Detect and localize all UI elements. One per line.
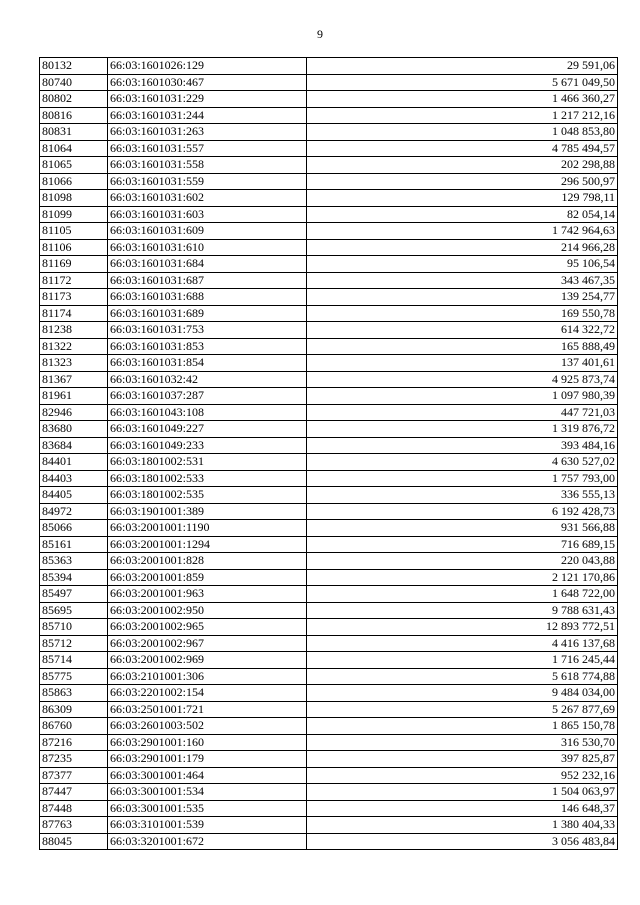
row-id: 80802 xyxy=(40,91,108,108)
cadastral-value: 1 380 404,33 xyxy=(307,817,618,834)
table-row xyxy=(40,536,618,553)
row-id: 81099 xyxy=(40,206,108,223)
cadastral-number: 66:03:3001001:464 xyxy=(108,767,307,784)
row-id: 80740 xyxy=(40,74,108,91)
cadastral-number: 66:03:3001001:534 xyxy=(108,784,307,801)
cadastral-number: 66:03:1601031:559 xyxy=(108,173,307,190)
cadastral-value: 165 888,49 xyxy=(307,338,618,355)
cadastral-value: 5 671 049,50 xyxy=(307,74,618,91)
row-id: 81323 xyxy=(40,355,108,372)
table-row xyxy=(40,140,618,157)
cadastral-number: 66:03:1601031:753 xyxy=(108,322,307,339)
table-row xyxy=(40,833,618,850)
row-id: 85394 xyxy=(40,569,108,586)
row-id: 87377 xyxy=(40,767,108,784)
row-id: 84401 xyxy=(40,454,108,471)
cadastral-number: 66:03:2001001:859 xyxy=(108,569,307,586)
table-row xyxy=(40,487,618,504)
row-id: 83684 xyxy=(40,437,108,454)
table-row xyxy=(40,355,618,372)
cadastral-value: 9 788 631,43 xyxy=(307,602,618,619)
cadastral-value: 12 893 772,51 xyxy=(307,619,618,636)
cadastral-value: 952 232,16 xyxy=(307,767,618,784)
table-row xyxy=(40,239,618,256)
cadastral-value: 2 121 170,86 xyxy=(307,569,618,586)
row-id: 85775 xyxy=(40,668,108,685)
table-row xyxy=(40,668,618,685)
table-row xyxy=(40,388,618,405)
cadastral-value: 1 466 360,27 xyxy=(307,91,618,108)
row-id: 80831 xyxy=(40,124,108,141)
table-row xyxy=(40,454,618,471)
cadastral-value: 4 630 527,02 xyxy=(307,454,618,471)
cadastral-value: 447 721,03 xyxy=(307,404,618,421)
cadastral-number: 66:03:1601031:684 xyxy=(108,256,307,273)
cadastral-number: 66:03:1601043:108 xyxy=(108,404,307,421)
cadastral-number: 66:03:1601030:467 xyxy=(108,74,307,91)
table-row xyxy=(40,206,618,223)
cadastral-number: 66:03:1601031:688 xyxy=(108,289,307,306)
cadastral-number: 66:03:2901001:179 xyxy=(108,751,307,768)
table-row xyxy=(40,520,618,537)
row-id: 81367 xyxy=(40,371,108,388)
cadastral-number: 66:03:1601031:689 xyxy=(108,305,307,322)
row-id: 81173 xyxy=(40,289,108,306)
table-row xyxy=(40,371,618,388)
cadastral-number: 66:03:1601031:687 xyxy=(108,272,307,289)
row-id: 87216 xyxy=(40,734,108,751)
cadastral-value: 5 618 774,88 xyxy=(307,668,618,685)
cadastral-value: 1 865 150,78 xyxy=(307,718,618,735)
cadastral-value: 4 416 137,68 xyxy=(307,635,618,652)
table-row xyxy=(40,256,618,273)
cadastral-number: 66:03:1601031:229 xyxy=(108,91,307,108)
table-row xyxy=(40,223,618,240)
table-row xyxy=(40,338,618,355)
row-id: 85695 xyxy=(40,602,108,619)
cadastral-value: 220 043,88 xyxy=(307,553,618,570)
table-row xyxy=(40,470,618,487)
table-row xyxy=(40,586,618,603)
table-row xyxy=(40,322,618,339)
row-id: 80816 xyxy=(40,107,108,124)
cadastral-value: 1 716 245,44 xyxy=(307,652,618,669)
table-row xyxy=(40,58,618,75)
cadastral-number: 66:03:1601031:603 xyxy=(108,206,307,223)
cadastral-number: 66:03:1801002:535 xyxy=(108,487,307,504)
row-id: 85710 xyxy=(40,619,108,636)
row-id: 87447 xyxy=(40,784,108,801)
table-row xyxy=(40,767,618,784)
row-id: 85863 xyxy=(40,685,108,702)
registry-table xyxy=(39,57,618,850)
cadastral-value: 296 500,97 xyxy=(307,173,618,190)
table-row xyxy=(40,602,618,619)
cadastral-number: 66:03:2101001:306 xyxy=(108,668,307,685)
cadastral-number: 66:03:1801002:533 xyxy=(108,470,307,487)
cadastral-number: 66:03:1601031:853 xyxy=(108,338,307,355)
cadastral-value: 614 322,72 xyxy=(307,322,618,339)
row-id: 87448 xyxy=(40,800,108,817)
row-id: 81105 xyxy=(40,223,108,240)
cadastral-value: 316 530,70 xyxy=(307,734,618,751)
cadastral-number: 66:03:2901001:160 xyxy=(108,734,307,751)
row-id: 81066 xyxy=(40,173,108,190)
cadastral-value: 1 757 793,00 xyxy=(307,470,618,487)
row-id: 85497 xyxy=(40,586,108,603)
cadastral-value: 716 689,15 xyxy=(307,536,618,553)
table-row xyxy=(40,272,618,289)
row-id: 84403 xyxy=(40,470,108,487)
row-id: 81064 xyxy=(40,140,108,157)
cadastral-number: 66:03:1601031:263 xyxy=(108,124,307,141)
cadastral-value: 29 591,06 xyxy=(307,58,618,75)
cadastral-number: 66:03:3001001:535 xyxy=(108,800,307,817)
table-row xyxy=(40,701,618,718)
row-id: 81322 xyxy=(40,338,108,355)
table-row xyxy=(40,157,618,174)
cadastral-value: 139 254,77 xyxy=(307,289,618,306)
table-row xyxy=(40,404,618,421)
table-row xyxy=(40,173,618,190)
row-id: 81961 xyxy=(40,388,108,405)
cadastral-number: 66:03:1601031:602 xyxy=(108,190,307,207)
row-id: 81169 xyxy=(40,256,108,273)
cadastral-number: 66:03:2001002:967 xyxy=(108,635,307,652)
row-id: 81098 xyxy=(40,190,108,207)
row-id: 81172 xyxy=(40,272,108,289)
table-row xyxy=(40,685,618,702)
cadastral-value: 1 742 964,63 xyxy=(307,223,618,240)
table-row xyxy=(40,569,618,586)
cadastral-value: 1 504 063,97 xyxy=(307,784,618,801)
row-id: 86760 xyxy=(40,718,108,735)
cadastral-value: 95 106,54 xyxy=(307,256,618,273)
cadastral-number: 66:03:1601049:227 xyxy=(108,421,307,438)
cadastral-value: 1 217 212,16 xyxy=(307,107,618,124)
cadastral-value: 137 401,61 xyxy=(307,355,618,372)
row-id: 87763 xyxy=(40,817,108,834)
cadastral-number: 66:03:1601031:610 xyxy=(108,239,307,256)
cadastral-value: 3 056 483,84 xyxy=(307,833,618,850)
table-row xyxy=(40,503,618,520)
cadastral-value: 1 648 722,00 xyxy=(307,586,618,603)
row-id: 85714 xyxy=(40,652,108,669)
registry-table-body xyxy=(40,58,618,850)
row-id: 82946 xyxy=(40,404,108,421)
cadastral-value: 5 267 877,69 xyxy=(307,701,618,718)
cadastral-value: 1 319 876,72 xyxy=(307,421,618,438)
row-id: 86309 xyxy=(40,701,108,718)
table-row xyxy=(40,289,618,306)
table-row xyxy=(40,635,618,652)
row-id: 83680 xyxy=(40,421,108,438)
cadastral-number: 66:03:1601031:558 xyxy=(108,157,307,174)
row-id: 85161 xyxy=(40,536,108,553)
row-id: 85712 xyxy=(40,635,108,652)
cadastral-value: 343 467,35 xyxy=(307,272,618,289)
cadastral-value: 1 097 980,39 xyxy=(307,388,618,405)
cadastral-value: 931 566,88 xyxy=(307,520,618,537)
row-id: 87235 xyxy=(40,751,108,768)
cadastral-value: 129 798,11 xyxy=(307,190,618,207)
cadastral-value: 202 298,88 xyxy=(307,157,618,174)
cadastral-number: 66:03:1601031:609 xyxy=(108,223,307,240)
cadastral-value: 336 555,13 xyxy=(307,487,618,504)
cadastral-number: 66:03:1601026:129 xyxy=(108,58,307,75)
row-id: 84972 xyxy=(40,503,108,520)
cadastral-number: 66:03:2201002:154 xyxy=(108,685,307,702)
table-row xyxy=(40,800,618,817)
row-id: 81065 xyxy=(40,157,108,174)
cadastral-number: 66:03:1601032:42 xyxy=(108,371,307,388)
row-id: 84405 xyxy=(40,487,108,504)
cadastral-value: 146 648,37 xyxy=(307,800,618,817)
cadastral-number: 66:03:3201001:672 xyxy=(108,833,307,850)
table-row xyxy=(40,817,618,834)
page-number: 9 xyxy=(317,27,323,41)
cadastral-number: 66:03:2001002:950 xyxy=(108,602,307,619)
row-id: 81174 xyxy=(40,305,108,322)
row-id: 81238 xyxy=(40,322,108,339)
table-row xyxy=(40,305,618,322)
row-id: 81106 xyxy=(40,239,108,256)
table-row xyxy=(40,734,618,751)
table-row xyxy=(40,784,618,801)
table-row xyxy=(40,124,618,141)
cadastral-number: 66:03:2601003:502 xyxy=(108,718,307,735)
table-row xyxy=(40,619,618,636)
cadastral-number: 66:03:1901001:389 xyxy=(108,503,307,520)
table-row xyxy=(40,421,618,438)
cadastral-number: 66:03:2001002:965 xyxy=(108,619,307,636)
cadastral-number: 66:03:1801002:531 xyxy=(108,454,307,471)
table-row xyxy=(40,190,618,207)
table-row xyxy=(40,553,618,570)
cadastral-value: 9 484 034,00 xyxy=(307,685,618,702)
table-row xyxy=(40,652,618,669)
cadastral-value: 397 825,87 xyxy=(307,751,618,768)
cadastral-number: 66:03:1601031:557 xyxy=(108,140,307,157)
cadastral-value: 214 966,28 xyxy=(307,239,618,256)
row-id: 85066 xyxy=(40,520,108,537)
row-id: 88045 xyxy=(40,833,108,850)
cadastral-value: 6 192 428,73 xyxy=(307,503,618,520)
row-id: 85363 xyxy=(40,553,108,570)
cadastral-number: 66:03:2001002:969 xyxy=(108,652,307,669)
cadastral-value: 1 048 853,80 xyxy=(307,124,618,141)
cadastral-number: 66:03:2001001:1190 xyxy=(108,520,307,537)
cadastral-number: 66:03:1601031:244 xyxy=(108,107,307,124)
cadastral-value: 169 550,78 xyxy=(307,305,618,322)
cadastral-value: 4 925 873,74 xyxy=(307,371,618,388)
cadastral-number: 66:03:2001001:963 xyxy=(108,586,307,603)
table-row xyxy=(40,107,618,124)
cadastral-number: 66:03:2501001:721 xyxy=(108,701,307,718)
table-row xyxy=(40,74,618,91)
cadastral-number: 66:03:1601049:233 xyxy=(108,437,307,454)
table-row xyxy=(40,91,618,108)
cadastral-value: 4 785 494,57 xyxy=(307,140,618,157)
table-row xyxy=(40,437,618,454)
cadastral-value: 393 484,16 xyxy=(307,437,618,454)
table-row xyxy=(40,751,618,768)
table-row xyxy=(40,718,618,735)
cadastral-value: 82 054,14 xyxy=(307,206,618,223)
row-id: 80132 xyxy=(40,58,108,75)
cadastral-number: 66:03:1601031:854 xyxy=(108,355,307,372)
cadastral-number: 66:03:1601037:287 xyxy=(108,388,307,405)
cadastral-number: 66:03:3101001:539 xyxy=(108,817,307,834)
cadastral-number: 66:03:2001001:828 xyxy=(108,553,307,570)
cadastral-number: 66:03:2001001:1294 xyxy=(108,536,307,553)
